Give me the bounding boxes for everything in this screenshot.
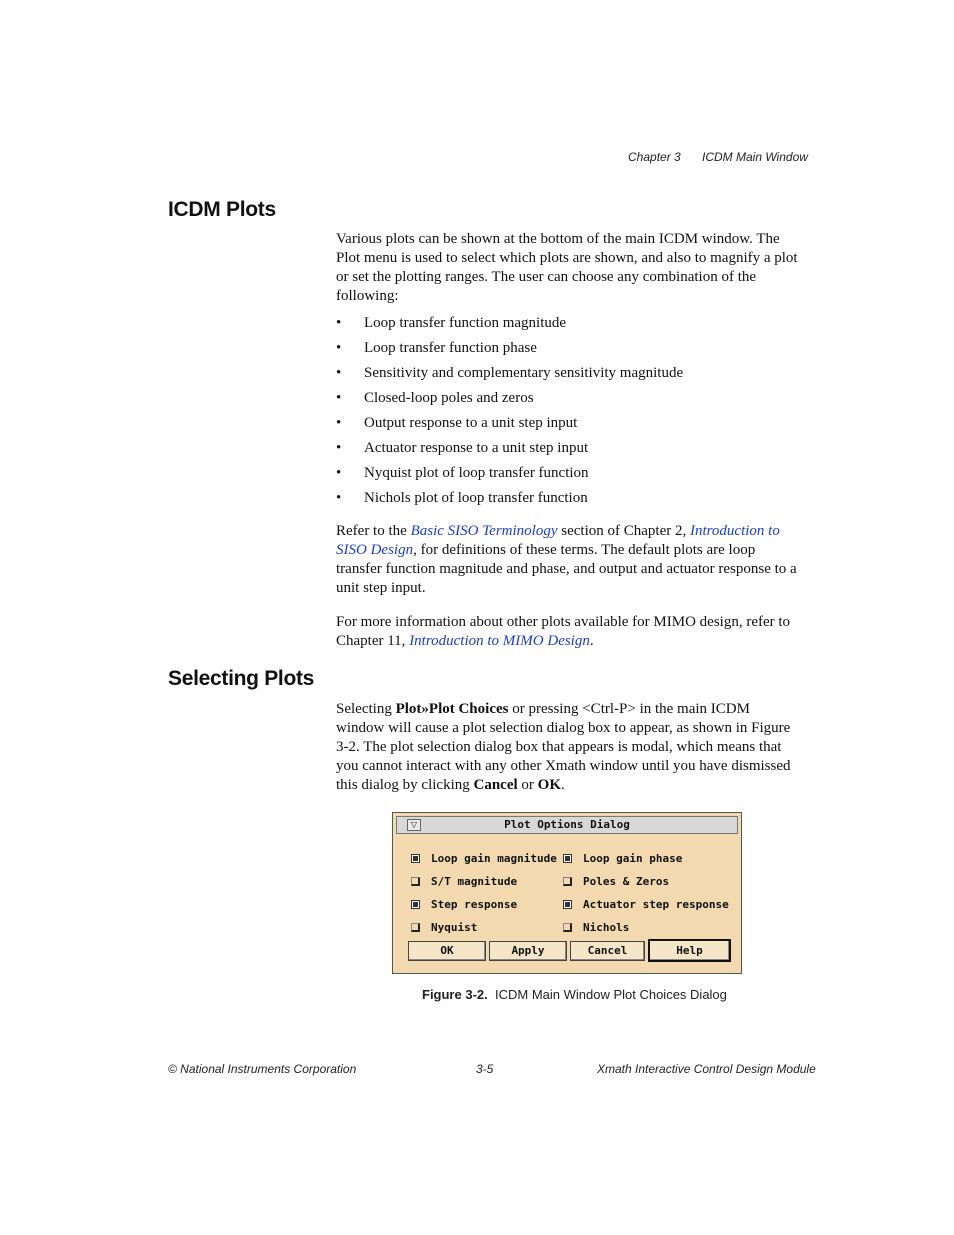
footer-copyright: © National Instruments Corporation xyxy=(168,1062,357,1076)
option-nyquist[interactable] xyxy=(411,921,477,935)
cancel-term: Cancel xyxy=(473,777,518,793)
option-label: S/T magnitude xyxy=(431,875,518,888)
definitions-paragraph xyxy=(336,522,800,598)
text-run: , for definitions of these terms. The default plots are loop transfer function magnitude and phase, and output and actuator response to a unit step input. xyxy=(336,542,797,596)
text-run: For more information about other plots available for MIMO design, refer to Chapter 11, xyxy=(336,614,791,649)
footer-product: Xmath Interactive Control Design Module xyxy=(597,1062,816,1076)
section2-body xyxy=(336,700,800,795)
ok-button[interactable]: OK xyxy=(408,941,486,961)
checkbox-checked-icon[interactable] xyxy=(411,900,420,909)
option-label: Actuator step response xyxy=(583,898,729,911)
checkbox-checked-icon[interactable] xyxy=(563,900,572,909)
list-item: • Actuator response to a unit step input xyxy=(336,439,800,464)
intro-paragraph: Various plots can be shown at the bottom of the main ICDM window. The Plot menu is used to select which plots are shown, and also to magnify a plot or set the plotting ranges. The user can choose any combination of the following: xyxy=(336,231,798,304)
list-item: • Loop transfer function phase xyxy=(336,339,800,364)
link-introduction-to-siso-design[interactable]: Introduction to SISO Design xyxy=(336,523,780,558)
text-run: Selecting xyxy=(336,701,396,717)
list-item: • Nyquist plot of loop transfer function xyxy=(336,464,800,489)
section-title-icdm-plots: ICDM Plots xyxy=(168,198,276,221)
mimo-paragraph xyxy=(336,613,800,651)
option-loop-gain-magnitude[interactable] xyxy=(411,852,557,866)
checkbox-checked-icon[interactable] xyxy=(411,854,420,863)
dialog-title-bar[interactable] xyxy=(396,816,738,834)
option-label: Step response xyxy=(431,898,518,911)
text-run: . xyxy=(561,777,565,793)
plot-options-dialog xyxy=(392,812,742,974)
list-item: • Nichols plot of loop transfer function xyxy=(336,489,800,514)
text-run: section of Chapter 2, xyxy=(557,523,690,539)
ok-term: OK xyxy=(537,777,561,793)
list-item: • Sensitivity and complementary sensitivity magnitude xyxy=(336,364,800,389)
text-run: . xyxy=(589,633,594,649)
checkbox-unchecked-icon[interactable] xyxy=(411,923,420,932)
link-introduction-to-mimo-design[interactable]: Introduction to MIMO Design xyxy=(409,633,590,649)
figure-caption-text: ICDM Main Window Plot Choices Dialog xyxy=(494,987,727,1002)
cancel-button[interactable]: Cancel xyxy=(570,941,645,961)
header-chapter: Chapter 3 xyxy=(628,150,681,164)
text-run: or xyxy=(517,777,538,793)
link-basic-siso-terminology[interactable]: Basic SISO Terminology xyxy=(410,523,558,539)
plot-list xyxy=(336,314,800,514)
header-section: ICDM Main Window xyxy=(702,150,808,164)
checkbox-checked-icon[interactable] xyxy=(563,854,572,863)
option-loop-gain-phase[interactable] xyxy=(563,852,682,866)
dialog-title: Plot Options Dialog xyxy=(504,818,630,831)
section1-body xyxy=(336,230,800,651)
selecting-paragraph xyxy=(336,700,800,795)
figure-number: Figure 3-2. xyxy=(422,987,488,1002)
option-actuator-step-response[interactable] xyxy=(563,898,729,912)
option-st-magnitude[interactable] xyxy=(411,875,517,889)
option-label: Nichols xyxy=(583,921,630,934)
figure-caption xyxy=(422,987,727,1002)
option-label: Loop gain phase xyxy=(583,852,683,865)
checkbox-unchecked-icon[interactable] xyxy=(411,877,420,886)
list-item: • Loop transfer function magnitude xyxy=(336,314,800,339)
option-step-response[interactable] xyxy=(411,898,517,912)
option-nichols[interactable] xyxy=(563,921,629,935)
list-item: • Output response to a unit step input xyxy=(336,414,800,439)
option-label: Poles & Zeros xyxy=(583,875,670,888)
text-run: or pressing <Ctrl-P> in the main ICDM window will cause a plot selection dialog box to appear, as shown in Figure 3-2. The plot selection dialog box that appears is modal, which means that you cannot interact with any other Xmath window until you have dismissed this dialog by clicking xyxy=(336,701,791,793)
option-label: Nyquist xyxy=(431,921,478,934)
footer-page-number: 3-5 xyxy=(476,1062,494,1076)
checkbox-unchecked-icon[interactable] xyxy=(563,877,572,886)
list-item: • Closed-loop poles and zeros xyxy=(336,389,800,414)
option-poles-zeros[interactable] xyxy=(563,875,669,889)
section-title-selecting-plots: Selecting Plots xyxy=(168,667,315,690)
text-run: Refer to the xyxy=(336,523,411,539)
checkbox-unchecked-icon[interactable] xyxy=(563,923,572,932)
option-label: Loop gain magnitude xyxy=(431,852,557,865)
apply-button[interactable]: Apply xyxy=(489,941,567,961)
menu-path: Plot»Plot Choices xyxy=(395,701,509,717)
triangle-down-icon[interactable]: ▽ xyxy=(407,819,421,831)
help-button[interactable]: Help xyxy=(648,939,731,962)
